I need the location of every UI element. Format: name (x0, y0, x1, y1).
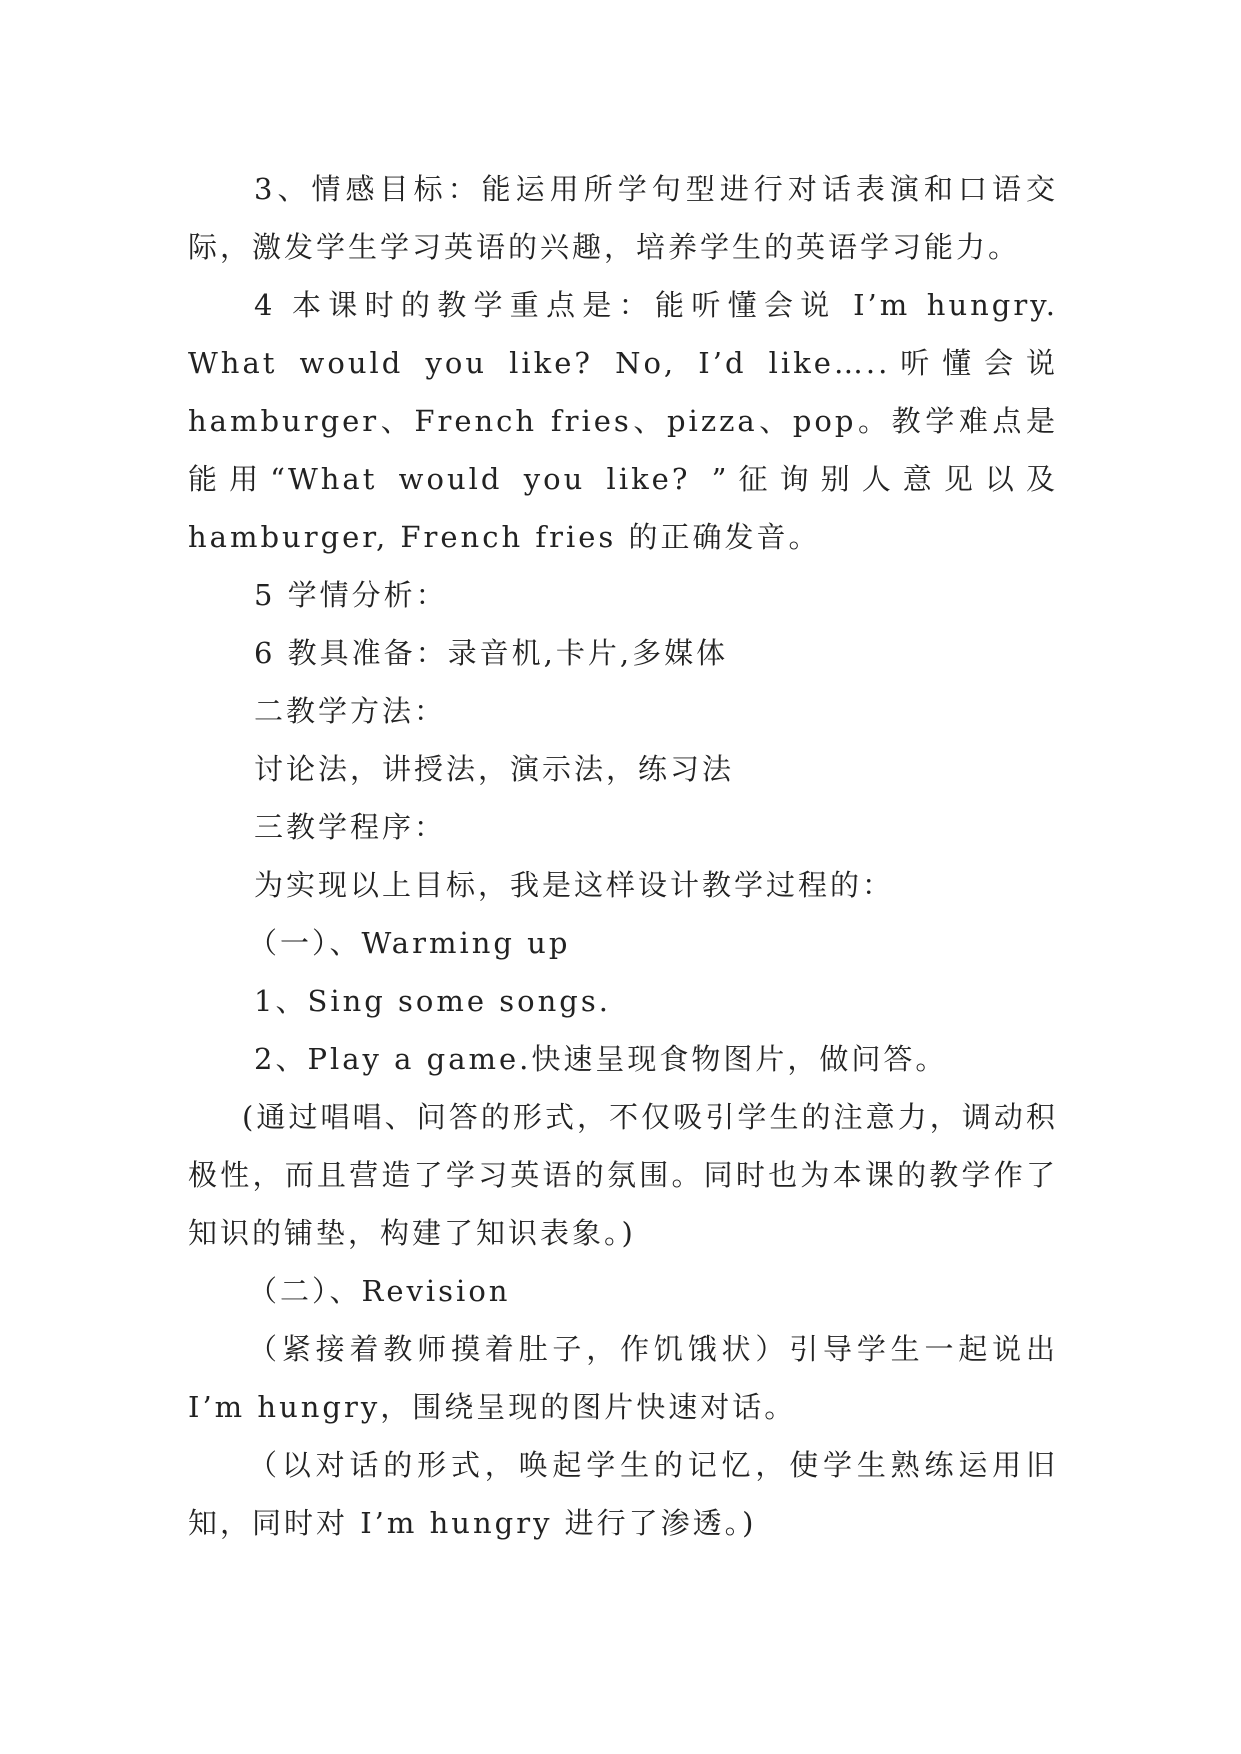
paragraph-affective-goal: 3、情感目标：能运用所学句型进行对话表演和口语交际，激发学生学习英语的兴趣，培养学生的英语学习能力。 (188, 172, 1058, 264)
paragraph-teaching-aids: 6 教具准备：录音机,卡片,多媒体 (254, 636, 729, 670)
paragraph-learner-analysis: 5 学情分析： (254, 578, 448, 612)
paragraph-warming-note: (通过唱唱、问答的形式，不仅吸引学生的注意力，调动积极性，而且营造了学习英语的氛围。同时也为本课的教学作了知识的铺垫，构建了知识表象。) (188, 1100, 1058, 1250)
paragraph-revision-note: （以对话的形式，唤起学生的记忆，使学生熟练运用旧知，同时对 I’m hungry 进行了渗透。) (188, 1448, 1058, 1540)
paragraph-revision-step: （紧接着教师摸着肚子，作饥饿状）引导学生一起说出 I’m hungry，围绕呈现的图片快速对话。 (188, 1332, 1071, 1424)
document-page (188, 160, 1071, 1552)
paragraph-key-points: 4 本课时的教学重点是：能听懂会说 I’m hungry. What would you like? No, I’d like…..听懂会说 hamburger、French fries、pizza、pop。教学难点是能用“What would you like? ”征询别人意见以及 hamburger, French fries 的正确发音。 (188, 288, 1071, 554)
paragraph-methods-list: 讨论法，讲授法，演示法，练习法 (254, 752, 735, 786)
heading-teaching-procedure: 三教学程序： (254, 810, 447, 844)
list-item-warming-step-2: 2、Play a game.快速呈现食物图片，做问答。 (254, 1042, 948, 1076)
heading-teaching-methods: 二教学方法： (254, 694, 447, 728)
heading-revision: （二）、Revision (248, 1274, 511, 1308)
heading-warming-up: （一）、Warming up (248, 926, 571, 960)
paragraph-procedure-intro: 为实现以上目标，我是这样设计教学过程的： (254, 868, 895, 902)
list-item-warming-step-1: 1、Sing some songs. (254, 984, 611, 1018)
